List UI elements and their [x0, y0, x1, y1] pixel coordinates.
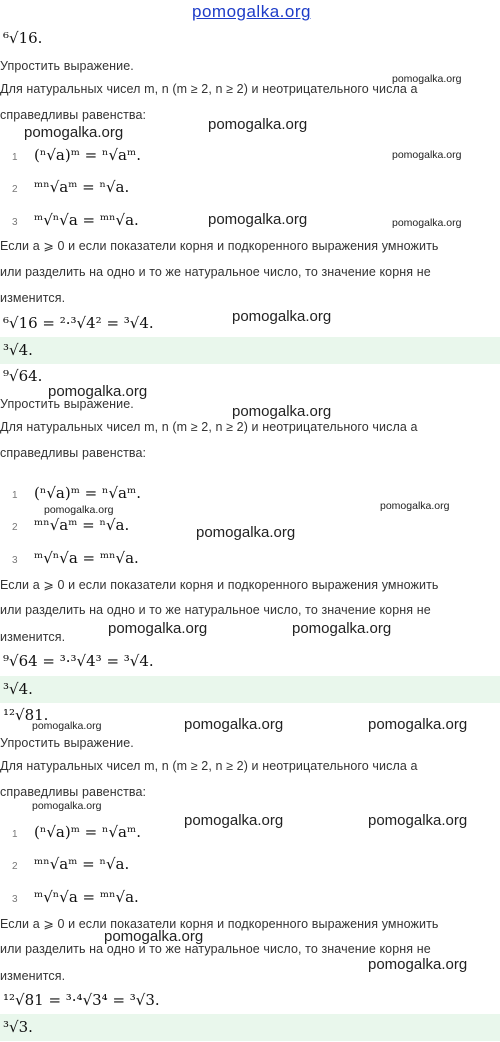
watermark-text: pomogalka.org: [368, 716, 468, 733]
watermark-text: pomogalka.org: [232, 403, 332, 420]
answer-1: ³√4.: [3, 341, 33, 359]
watermark-text: pomogalka.org: [48, 383, 148, 400]
watermark-text: pomogalka.org: [24, 124, 124, 141]
rule-number: 3: [12, 555, 18, 566]
rule-1-2: [12, 178, 129, 197]
rule-2-1: [12, 484, 141, 503]
rule-formula: ᵐ√ⁿ√a = ᵐⁿ√a.: [34, 549, 139, 567]
watermark-text: pomogalka.org: [368, 956, 468, 973]
rule-number: 2: [12, 522, 18, 533]
intro-text-3b: справедливы равенства:: [0, 785, 147, 799]
answer-box-1: [0, 337, 500, 364]
watermark-text: pomogalka.org: [104, 928, 204, 945]
watermark-text: pomogalka.org: [232, 308, 332, 325]
rule-3-1: [12, 823, 141, 842]
text-2b: или разделить на одно и то же натуральное число, то значение корня не: [0, 603, 431, 617]
watermark-text: pomogalka.org: [108, 620, 208, 637]
rule-formula: ᵐⁿ√aᵐ = ⁿ√a.: [34, 516, 130, 534]
intro-text-2: Для натуральных чисел m, n (m ≥ 2, n ≥ 2) и неотрицательного числа a: [0, 420, 418, 434]
rule-3-2: [12, 855, 129, 874]
watermark-text: pomogalka.org: [368, 812, 468, 829]
intro-text-2b: справедливы равенства:: [0, 446, 147, 460]
watermark-text: pomogalka.org: [208, 116, 308, 133]
watermark-text: pomogalka.org: [392, 73, 462, 85]
text-2a: Если a ⩾ 0 и если показатели корня и подкоренного выражения умножить: [0, 578, 439, 592]
problem-1: ⁶√16.: [3, 29, 43, 47]
intro-text-3: Для натуральных чисел m, n (m ≥ 2, n ≥ 2) и неотрицательного числа a: [0, 759, 418, 773]
rule-formula: (ⁿ√a)ᵐ = ⁿ√aᵐ.: [34, 484, 141, 502]
intro-text-1: Для натуральных чисел m, n (m ≥ 2, n ≥ 2) и неотрицательного числа a: [0, 82, 418, 96]
problem-3: ¹²√81.: [3, 706, 49, 724]
simplify-heading-3: Упростить выражение.: [0, 736, 134, 750]
simplify-heading-1: Упростить выражение.: [0, 59, 134, 73]
intro-text-1b: справедливы равенства:: [0, 108, 147, 122]
rule-number: 3: [12, 217, 18, 228]
simplify-heading-2: Упростить выражение.: [0, 397, 134, 411]
text-3c: изменится.: [0, 969, 66, 983]
answer-2: ³√4.: [3, 680, 33, 698]
text-3a: Если a ⩾ 0 и если показатели корня и подкоренного выражения умножить: [0, 917, 439, 931]
text-1b: или разделить на одно и то же натуральное число, то значение корня не: [0, 265, 431, 279]
watermark-text: pomogalka.org: [292, 620, 392, 637]
rule-2-2: [12, 516, 129, 535]
rule-number: 1: [12, 490, 18, 501]
rule-number: 3: [12, 894, 18, 905]
rule-1-3: [12, 211, 139, 230]
rule-formula: ᵐ√ⁿ√a = ᵐⁿ√a.: [34, 888, 139, 906]
problem-2: ⁹√64.: [3, 367, 43, 385]
text-3b: или разделить на одно и то же натуральное число, то значение корня не: [0, 942, 431, 956]
rule-number: 1: [12, 152, 18, 163]
answer-3: ³√3.: [3, 1018, 33, 1036]
rule-1-1: [12, 146, 141, 165]
rule-number: 2: [12, 861, 18, 872]
solution-2: ⁹√64 = ³·³√4³ = ³√4.: [3, 652, 154, 670]
rule-number: 1: [12, 829, 18, 840]
watermark-text: pomogalka.org: [208, 211, 308, 228]
watermark-text: pomogalka.org: [392, 149, 462, 161]
solution-1: ⁶√16 = ²·³√4² = ³√4.: [3, 314, 154, 332]
text-1a: Если a ⩾ 0 и если показатели корня и подкоренного выражения умножить: [0, 239, 439, 253]
rule-formula: ᵐ√ⁿ√a = ᵐⁿ√a.: [34, 211, 139, 229]
watermark-text: pomogalka.org: [32, 720, 102, 732]
watermark-text: pomogalka.org: [392, 217, 462, 229]
text-2c: изменится.: [0, 630, 66, 644]
site-header-link[interactable]: pomogalka.org: [192, 2, 311, 21]
answer-box-3: [0, 1014, 500, 1041]
rule-formula: ᵐⁿ√aᵐ = ⁿ√a.: [34, 855, 130, 873]
rule-formula: (ⁿ√a)ᵐ = ⁿ√aᵐ.: [34, 823, 141, 841]
watermark-text: pomogalka.org: [184, 716, 284, 733]
rule-3-3: [12, 888, 139, 907]
watermark-text: pomogalka.org: [380, 500, 450, 512]
rule-number: 2: [12, 184, 18, 195]
rule-formula: ᵐⁿ√aᵐ = ⁿ√a.: [34, 178, 130, 196]
watermark-text: pomogalka.org: [184, 812, 284, 829]
solution-3: ¹²√81 = ³·⁴√3⁴ = ³√3.: [3, 991, 160, 1009]
answer-box-2: [0, 676, 500, 703]
rule-2-3: [12, 549, 139, 568]
watermark-text: pomogalka.org: [32, 800, 102, 812]
watermark-text: pomogalka.org: [196, 524, 296, 541]
watermark-text: pomogalka.org: [44, 504, 114, 516]
text-1c: изменится.: [0, 291, 66, 305]
rule-formula: (ⁿ√a)ᵐ = ⁿ√aᵐ.: [34, 146, 141, 164]
